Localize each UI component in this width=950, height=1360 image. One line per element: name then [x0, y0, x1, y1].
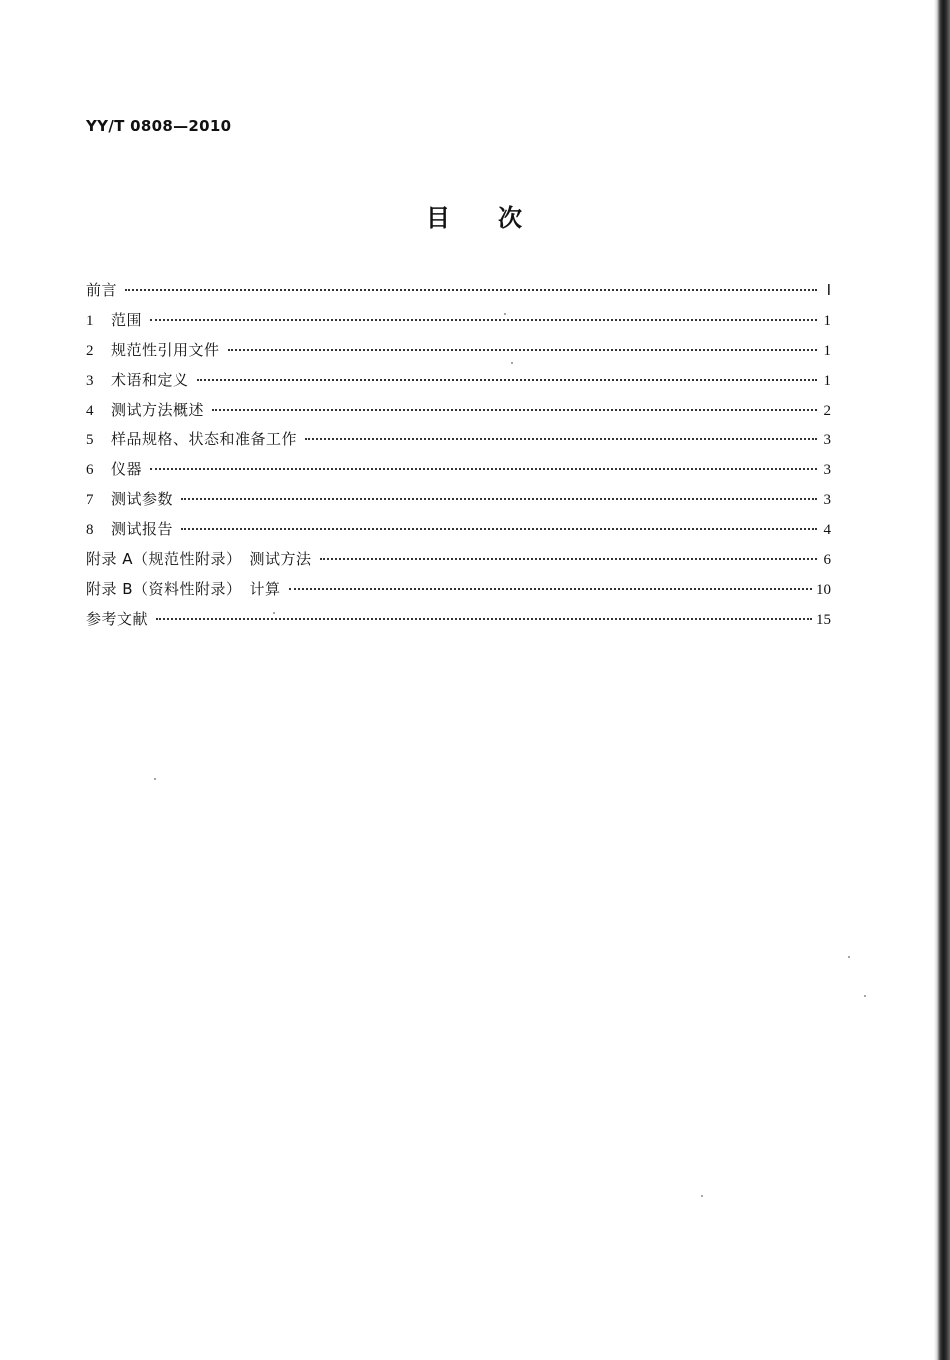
toc-entry-label: 测试参数	[111, 490, 174, 509]
toc-entry-page: 1	[823, 372, 831, 389]
scan-border-edge	[934, 0, 950, 1360]
toc-entry-2[interactable]	[86, 339, 831, 369]
toc-entry-page: 4	[823, 522, 831, 539]
toc-entry-label: 规范性引用文件	[111, 340, 220, 359]
dot-leader	[228, 349, 817, 351]
toc-entry-number: 7	[86, 492, 94, 509]
toc-entry-page: 6	[823, 552, 831, 569]
scan-speck	[864, 995, 866, 997]
scan-speck	[511, 362, 513, 364]
toc-entry-label: 测试方法概述	[111, 400, 205, 419]
standard-code: YY/T 0808—2010	[86, 117, 232, 135]
dot-leader	[289, 588, 812, 590]
toc-entry-page: 15	[816, 611, 831, 628]
toc-entry-page: 2	[823, 402, 831, 419]
toc-entry-label: 范围	[111, 310, 143, 329]
toc-entry-label: 附录 B（资料性附录） 计算	[86, 579, 281, 598]
dot-leader	[320, 558, 817, 560]
scan-speck	[848, 956, 850, 958]
dot-leader	[156, 618, 812, 620]
toc-entry-number: 5	[86, 432, 94, 449]
toc-entry-bibliography[interactable]	[86, 608, 831, 638]
scan-speck	[154, 778, 156, 780]
toc-entry-page: 3	[823, 432, 831, 449]
toc-entry-foreword[interactable]	[86, 279, 831, 309]
toc-entry-number: 6	[86, 462, 94, 479]
toc-entry-label: 测试报告	[111, 520, 174, 539]
toc-entry-number: 4	[86, 402, 94, 419]
table-of-contents	[86, 279, 831, 638]
toc-entry-page: 1	[823, 312, 831, 329]
toc-entry-label: 仪器	[111, 460, 143, 479]
toc-entry-3[interactable]	[86, 369, 831, 399]
toc-entry-page: 3	[823, 462, 831, 479]
toc-entry-label: 附录 A（规范性附录） 测试方法	[86, 550, 312, 569]
toc-entry-number: 1	[86, 312, 94, 329]
toc-entry-label: 参考文献	[86, 609, 149, 628]
toc-entry-number: 2	[86, 342, 94, 359]
toc-entry-page: 10	[816, 581, 831, 598]
toc-entry-annex-a[interactable]	[86, 548, 831, 578]
scan-speck	[701, 1195, 703, 1197]
dot-leader	[212, 409, 817, 411]
toc-entry-label: 术语和定义	[111, 370, 189, 389]
toc-entry-label: 前言	[86, 281, 118, 299]
toc-entry-annex-b[interactable]	[86, 578, 831, 608]
toc-entry-page: 3	[823, 492, 831, 509]
toc-entry-1[interactable]	[86, 309, 831, 339]
dot-leader	[197, 379, 817, 381]
dot-leader	[181, 528, 817, 530]
toc-title: 目次	[426, 204, 570, 232]
dot-leader	[125, 289, 817, 291]
scan-speck	[273, 612, 275, 614]
toc-entry-page: 1	[823, 342, 831, 359]
dot-leader	[150, 468, 817, 470]
dot-leader	[150, 319, 817, 321]
scan-speck	[504, 313, 506, 315]
toc-entry-page: Ⅰ	[826, 283, 831, 299]
toc-entry-label: 样品规格、状态和准备工作	[111, 430, 298, 449]
toc-entry-5[interactable]	[86, 428, 831, 458]
toc-entry-6[interactable]	[86, 458, 831, 488]
dot-leader	[181, 498, 817, 500]
toc-entry-8[interactable]	[86, 518, 831, 548]
toc-entry-4[interactable]	[86, 399, 831, 429]
toc-entry-7[interactable]	[86, 488, 831, 518]
dot-leader	[305, 438, 817, 440]
toc-entry-number: 3	[86, 372, 94, 389]
toc-entry-number: 8	[86, 522, 94, 539]
